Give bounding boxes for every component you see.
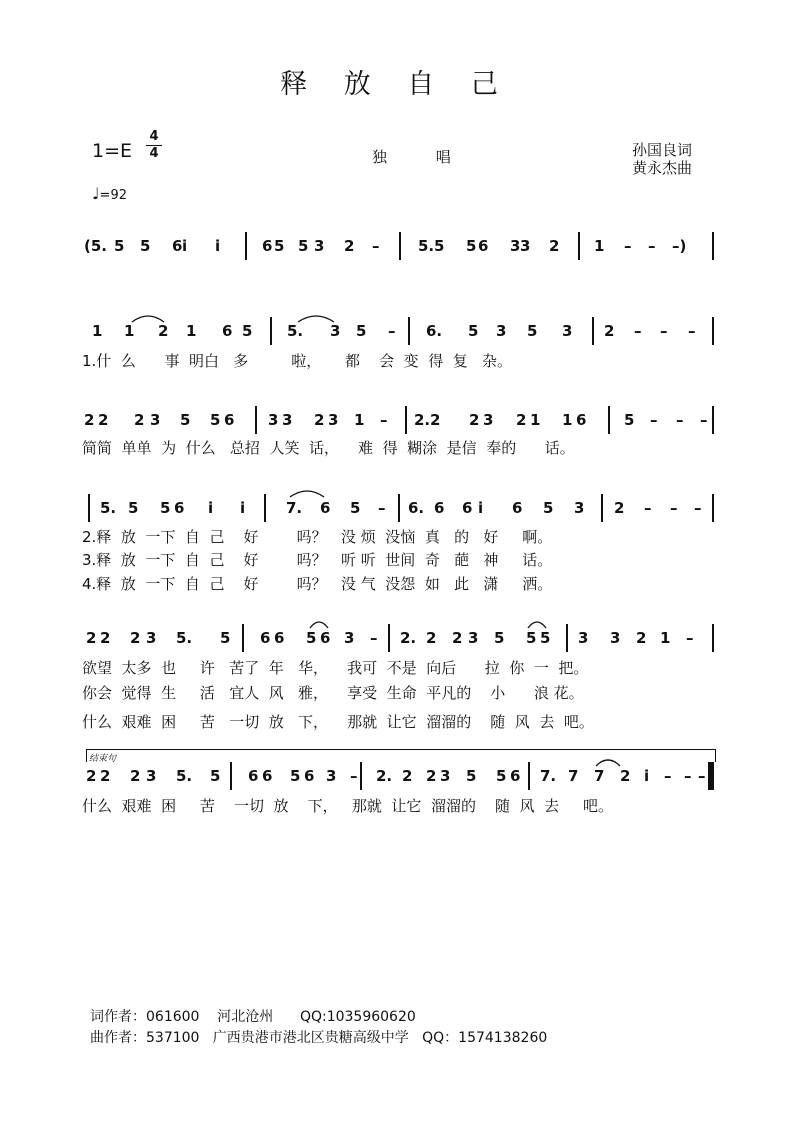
- note: 6: [222, 322, 233, 340]
- lyric-line: 1.什 么 事 明白 多 啦， 都 会 变 得 复 杂。: [82, 352, 513, 370]
- note: –: [380, 411, 388, 429]
- note: 3: [610, 629, 621, 647]
- note: –: [624, 237, 632, 255]
- barline: [88, 494, 90, 522]
- ending-bracket: [86, 749, 716, 762]
- note: –: [650, 411, 658, 429]
- note: 3: [314, 237, 325, 255]
- note: 5: [210, 767, 221, 785]
- note: 2: [130, 767, 141, 785]
- barline: [230, 762, 232, 790]
- note: 3: [562, 322, 573, 340]
- barline: [712, 494, 714, 522]
- barline: [245, 232, 247, 260]
- note: 5: [434, 237, 445, 255]
- lyric-line: 4.释 放 一下 自 己 好 吗？ 没 气 没怨 如 此 潇 洒。: [82, 575, 553, 593]
- note: 2.: [400, 629, 417, 647]
- note: 2: [86, 629, 97, 647]
- note: 2: [314, 411, 325, 429]
- note: 1: [124, 322, 135, 340]
- lyric-line: 什么 艰难 困 苦 一切 放 下， 那就 让它 溜溜的 随 风 去 吧。: [82, 797, 613, 815]
- barline: [712, 406, 714, 434]
- barline: [578, 232, 580, 260]
- barline: [528, 762, 530, 790]
- tempo-marking: [92, 184, 127, 203]
- note: 5: [350, 499, 361, 517]
- note: 5.: [418, 237, 435, 255]
- note: 3: [468, 629, 479, 647]
- note: 5.: [100, 499, 117, 517]
- note: –: [670, 499, 678, 517]
- note: i: [478, 499, 484, 517]
- slur: [310, 622, 328, 628]
- note: 5: [526, 629, 537, 647]
- note: 3: [578, 629, 589, 647]
- time-signature: [146, 130, 162, 161]
- note: 1: [186, 322, 197, 340]
- slur: [528, 622, 546, 628]
- note: 2: [604, 322, 615, 340]
- note: 2: [100, 629, 111, 647]
- note: 5: [160, 499, 171, 517]
- note: 1: [562, 411, 573, 429]
- note: 6: [510, 767, 521, 785]
- note: –: [648, 237, 656, 255]
- note: i: [240, 499, 246, 517]
- note: –: [688, 322, 696, 340]
- barline: [712, 762, 714, 790]
- note: 1: [530, 411, 541, 429]
- note: 5: [210, 411, 221, 429]
- note: –: [350, 767, 358, 785]
- note: –: [644, 499, 652, 517]
- note: 3: [328, 411, 339, 429]
- note: 5: [128, 499, 139, 517]
- note: 2: [86, 767, 97, 785]
- note: 5: [140, 237, 151, 255]
- note: –: [378, 499, 386, 517]
- note: i: [215, 237, 221, 255]
- note: 5: [356, 322, 367, 340]
- note: 5: [466, 237, 477, 255]
- note: 3: [282, 411, 293, 429]
- note: 3: [483, 411, 494, 429]
- note: 2: [614, 499, 625, 517]
- note: 2: [426, 629, 437, 647]
- barline: [360, 762, 362, 790]
- note: 5: [306, 629, 317, 647]
- note: 6.: [426, 322, 443, 340]
- note: i: [644, 767, 650, 785]
- note: 5: [543, 499, 554, 517]
- note: 2: [636, 629, 647, 647]
- note: 5: [527, 322, 538, 340]
- note: –: [698, 767, 706, 785]
- note: 6: [462, 499, 473, 517]
- note: 7.: [540, 767, 557, 785]
- barline: [608, 406, 610, 434]
- note: 2: [469, 411, 480, 429]
- note: 6: [224, 411, 235, 429]
- barline: [712, 232, 714, 260]
- note: 2: [620, 767, 631, 785]
- note: 1: [92, 322, 103, 340]
- barline: [712, 624, 714, 652]
- note: i: [208, 499, 214, 517]
- note: 2: [549, 237, 560, 255]
- barline: [398, 494, 400, 522]
- note: 2: [130, 629, 141, 647]
- note: 6: [512, 499, 523, 517]
- note: 5.: [176, 767, 193, 785]
- note: 3: [268, 411, 279, 429]
- note: (5.: [84, 237, 107, 255]
- barline: [405, 406, 407, 434]
- barline: [270, 317, 272, 345]
- note: 2: [158, 322, 169, 340]
- slur: [298, 316, 334, 322]
- note: –: [660, 322, 668, 340]
- lyric-line: 什么 艰难 困 苦 一切 放 下， 那就 让它 溜溜的 随 风 去 吧。: [82, 713, 594, 731]
- lyric-line: 3.释 放 一下 自 己 好 吗？ 听 听 世间 奇 葩 神 话。: [82, 551, 553, 569]
- note: 3: [496, 322, 507, 340]
- note: 5: [180, 411, 191, 429]
- note: 3: [330, 322, 341, 340]
- note: 6: [320, 629, 331, 647]
- time-signature-bottom: 4: [149, 146, 159, 161]
- note: 5: [496, 767, 507, 785]
- note: 6: [274, 629, 285, 647]
- barline: [712, 317, 714, 345]
- note: 5.: [287, 322, 304, 340]
- lyricist-info: 词作者：061600 河北沧州 QQ:1035960620: [90, 1009, 416, 1025]
- note: i: [182, 237, 188, 255]
- note: 3: [146, 767, 157, 785]
- ending-label: 结束句: [89, 754, 117, 764]
- note: 6: [262, 767, 273, 785]
- note: –: [700, 411, 708, 429]
- note: 5: [468, 322, 479, 340]
- note: 7.: [286, 499, 303, 517]
- lyric-line: 你会 觉得 生 活 宜人 风 雅， 享受 生命 平凡的 小 浪 花。: [82, 684, 584, 702]
- note: 2: [98, 411, 109, 429]
- note: 5: [220, 629, 231, 647]
- quarter-note-icon: ♩: [92, 184, 100, 203]
- note: 6: [576, 411, 587, 429]
- note: –: [684, 767, 692, 785]
- note: –: [388, 322, 396, 340]
- composer-info: 曲作者：537100 广西贵港市港北区贵糖高级中学 QQ：1574138260: [90, 1030, 548, 1046]
- note: 5: [494, 629, 505, 647]
- note: 5: [290, 767, 301, 785]
- key-signature: 1=E: [92, 140, 133, 162]
- note: 2.: [414, 411, 431, 429]
- time-signature-top: 4: [149, 129, 159, 144]
- note: 2: [100, 767, 111, 785]
- note: 2: [516, 411, 527, 429]
- note: 6: [320, 499, 331, 517]
- note: 6: [248, 767, 259, 785]
- note: –: [686, 629, 694, 647]
- note: –: [370, 629, 378, 647]
- barline: [601, 494, 603, 522]
- note: –: [372, 237, 380, 255]
- lyric-line: 2.释 放 一下 自 己 好 吗？ 没 烦 没恼 真 的 好 啊。: [82, 528, 553, 546]
- note: 2: [84, 411, 95, 429]
- note: 5: [114, 237, 125, 255]
- lyric-line: 简简 单单 为 什么 总招 人笑 话， 难 得 糊涂 是信 奉的 话。: [82, 439, 575, 457]
- barline: [242, 624, 244, 652]
- note: 1: [594, 237, 605, 255]
- tempo-value: =92: [99, 188, 127, 203]
- note: –): [672, 237, 687, 255]
- note: –: [694, 499, 702, 517]
- note: 2: [452, 629, 463, 647]
- note: 7: [568, 767, 579, 785]
- performance-style: 独 唱: [372, 148, 473, 166]
- note: 3: [574, 499, 585, 517]
- barline: [264, 494, 266, 522]
- note: 5: [624, 411, 635, 429]
- note: 5: [466, 767, 477, 785]
- note: 5: [274, 237, 285, 255]
- note: 3: [146, 629, 157, 647]
- note: 2: [344, 237, 355, 255]
- lyricist-credit: 孙国良词: [632, 141, 693, 159]
- note: 6: [172, 237, 183, 255]
- slur: [290, 491, 324, 497]
- note: 3: [520, 237, 531, 255]
- note: 6: [260, 629, 271, 647]
- note: 6.: [408, 499, 425, 517]
- note: 3: [326, 767, 337, 785]
- note: 6: [478, 237, 489, 255]
- note: 3: [440, 767, 451, 785]
- note: 6: [262, 237, 273, 255]
- note: 2: [402, 767, 413, 785]
- note: 6: [174, 499, 185, 517]
- note: –: [676, 411, 684, 429]
- barline: [388, 624, 390, 652]
- note: 1: [354, 411, 365, 429]
- note: 5: [540, 629, 551, 647]
- note: –: [634, 322, 642, 340]
- note: 2: [134, 411, 145, 429]
- composer-credit: 黄永杰曲: [632, 159, 693, 177]
- note: 6: [434, 499, 445, 517]
- barline: [255, 406, 257, 434]
- note: 5.: [176, 629, 193, 647]
- note: 3: [510, 237, 521, 255]
- note: –: [664, 767, 672, 785]
- barline: [566, 624, 568, 652]
- note: 5: [242, 322, 253, 340]
- barline: [408, 317, 410, 345]
- note: 7: [594, 767, 605, 785]
- note: 2.: [376, 767, 393, 785]
- note: 6: [304, 767, 315, 785]
- song-title: 释 放 自 己: [280, 69, 512, 100]
- barline: [399, 232, 401, 260]
- note: 3: [344, 629, 355, 647]
- note: 3: [150, 411, 161, 429]
- final-barline: [708, 762, 712, 790]
- barline: [592, 317, 594, 345]
- note: 2: [430, 411, 441, 429]
- lyric-line: 欲望 太多 也 许 苦了 年 华， 我可 不是 向后 拉 你 一 把。: [82, 659, 589, 677]
- note: 2: [426, 767, 437, 785]
- note: 1: [660, 629, 671, 647]
- note: 5: [298, 237, 309, 255]
